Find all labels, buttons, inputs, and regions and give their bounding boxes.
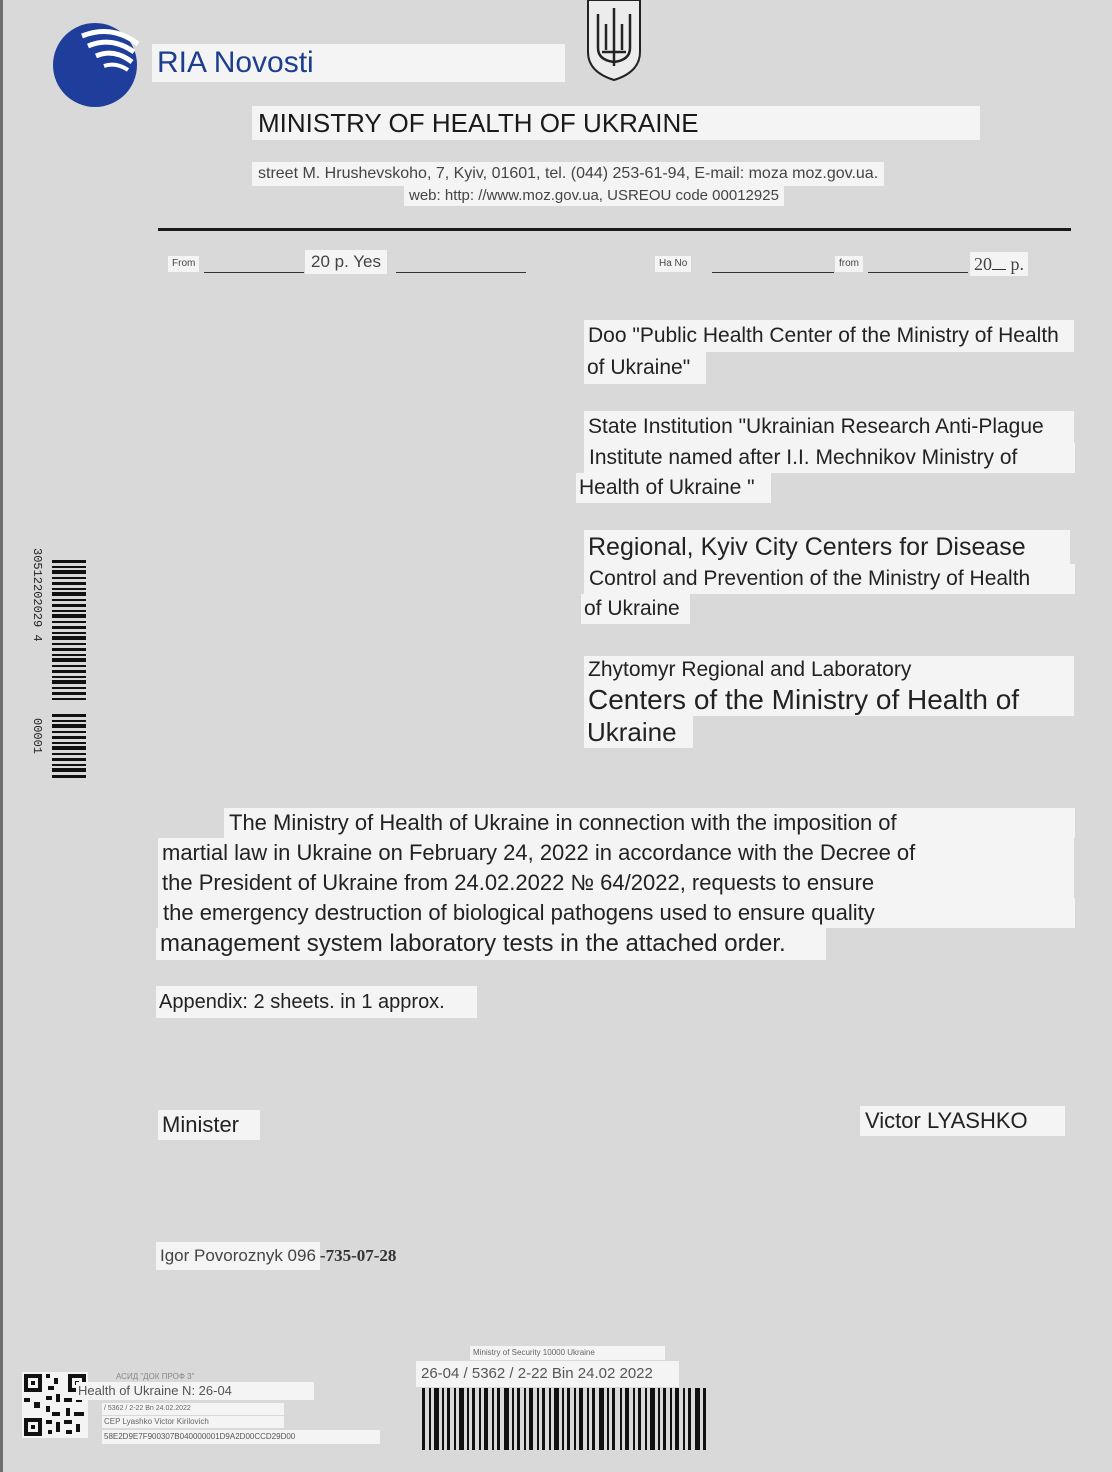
executor-name-phone: Igor Povoroznyk 096 [156,1242,320,1270]
ministry-title: MINISTRY OF HEALTH OF UKRAINE [252,106,980,140]
recipient-4-line-1: Zhytomyr Regional and Laboratory [584,656,1074,684]
recipient-3-line-3: of Ukraine [581,594,690,624]
from-label: From [168,256,199,272]
doc-registration-line: Health of Ukraine N: 26-04 [76,1382,314,1400]
side-barcode-number: 30512202029 4 [30,548,44,642]
body-line-3: the President of Ukraine from 24.02.2022 № 64/2022, requests to ensure [158,868,1074,898]
year-suffix: p. [1010,254,1024,274]
page-edge [0,0,3,1472]
body-line-5: management system laboratory tests in the attached order. [156,928,826,960]
side-barcode-text [30,548,46,780]
recipient-1-line-2: of Ukraine" [584,352,706,384]
recipient-2-line-2: Institute named after I.I. Mechnikov Ministry of [584,443,1075,473]
from-number-line [396,272,526,273]
recipient-4-line-3: Ukraine [584,716,693,748]
doc-signer-line: CEP Lyashko Victor Kirilovich [102,1416,284,1428]
recipient-2-line-1: State Institution "Ukrainian Research Anti-Plague [584,411,1074,443]
recipient-3-line-2: Control and Prevention of the Ministry of Health [584,564,1075,594]
header-divider [158,228,1071,231]
doc-header-faint: АСИД "ДОК ПРОФ 3" [116,1372,195,1381]
from2-line [868,272,968,273]
trident-coat-of-arms-icon [584,0,644,82]
address-line-1: street M. Hrushevskoho, 7, Kyiv, 01601, tel. (044) 253-61-94, E-mail: moza moz.gov.ua. [252,162,884,186]
executor-phone-suffix: -735-07-28 [319,1246,397,1265]
year-value: 20 [974,254,992,274]
doc-certificate-line: 58E2D9E7F900307B040000001D9A2D00CCD29D00 [102,1430,380,1444]
stamp-small-text: Ministry of Security 10000 Ukraine [470,1346,665,1360]
signatory-title: Minister [158,1110,260,1140]
year-field [970,252,1028,276]
body-line-4: the emergency destruction of biological pathogens used to ensure quality [158,898,1075,928]
doc-number-line: / 5362 / 2-22 Bn 24.02.2022 [102,1403,284,1415]
address-line-2: web: http: //www.moz.gov.ua, USREOU code 00012925 [404,186,784,206]
agency-name: RIA Novosti [152,44,565,82]
recipient-1-line-1: Doo "Public Health Center of the Ministry of Health [584,320,1074,352]
ha-no-label: Ha No [655,256,691,272]
recipient-3-line-1: Regional, Kyiv City Centers for Disease [584,530,1070,564]
body-line-1: The Ministry of Health of Ukraine in connection with the imposition of [224,808,1075,838]
footer-barcode-icon [420,1388,710,1450]
ria-novosti-globe-icon [52,22,142,108]
from-date-line [204,272,304,273]
recipient-2-line-3: Health of Ukraine " [576,473,771,503]
side-barcode-suffix: 00001 [30,718,44,755]
body-line-2: martial law in Ukraine on February 24, 2022 in accordance with the Decree of [158,838,1074,868]
appendix-note: Appendix: 2 sheets. in 1 approx. [156,986,477,1018]
executor-contact [156,1242,396,1270]
from-value: 20 p. Yes [305,250,387,274]
from2-label: from [835,256,863,272]
signatory-name: Victor LYASHKO [860,1106,1065,1136]
side-barcode-icon [52,560,86,780]
e-signature-block [76,1368,386,1448]
ha-no-line [712,272,834,273]
recipient-4-line-2: Centers of the Ministry of Health of [584,684,1074,716]
footer-reg-number: 26-04 / 5362 / 2-22 Bin 24.02 2022 [416,1361,679,1387]
